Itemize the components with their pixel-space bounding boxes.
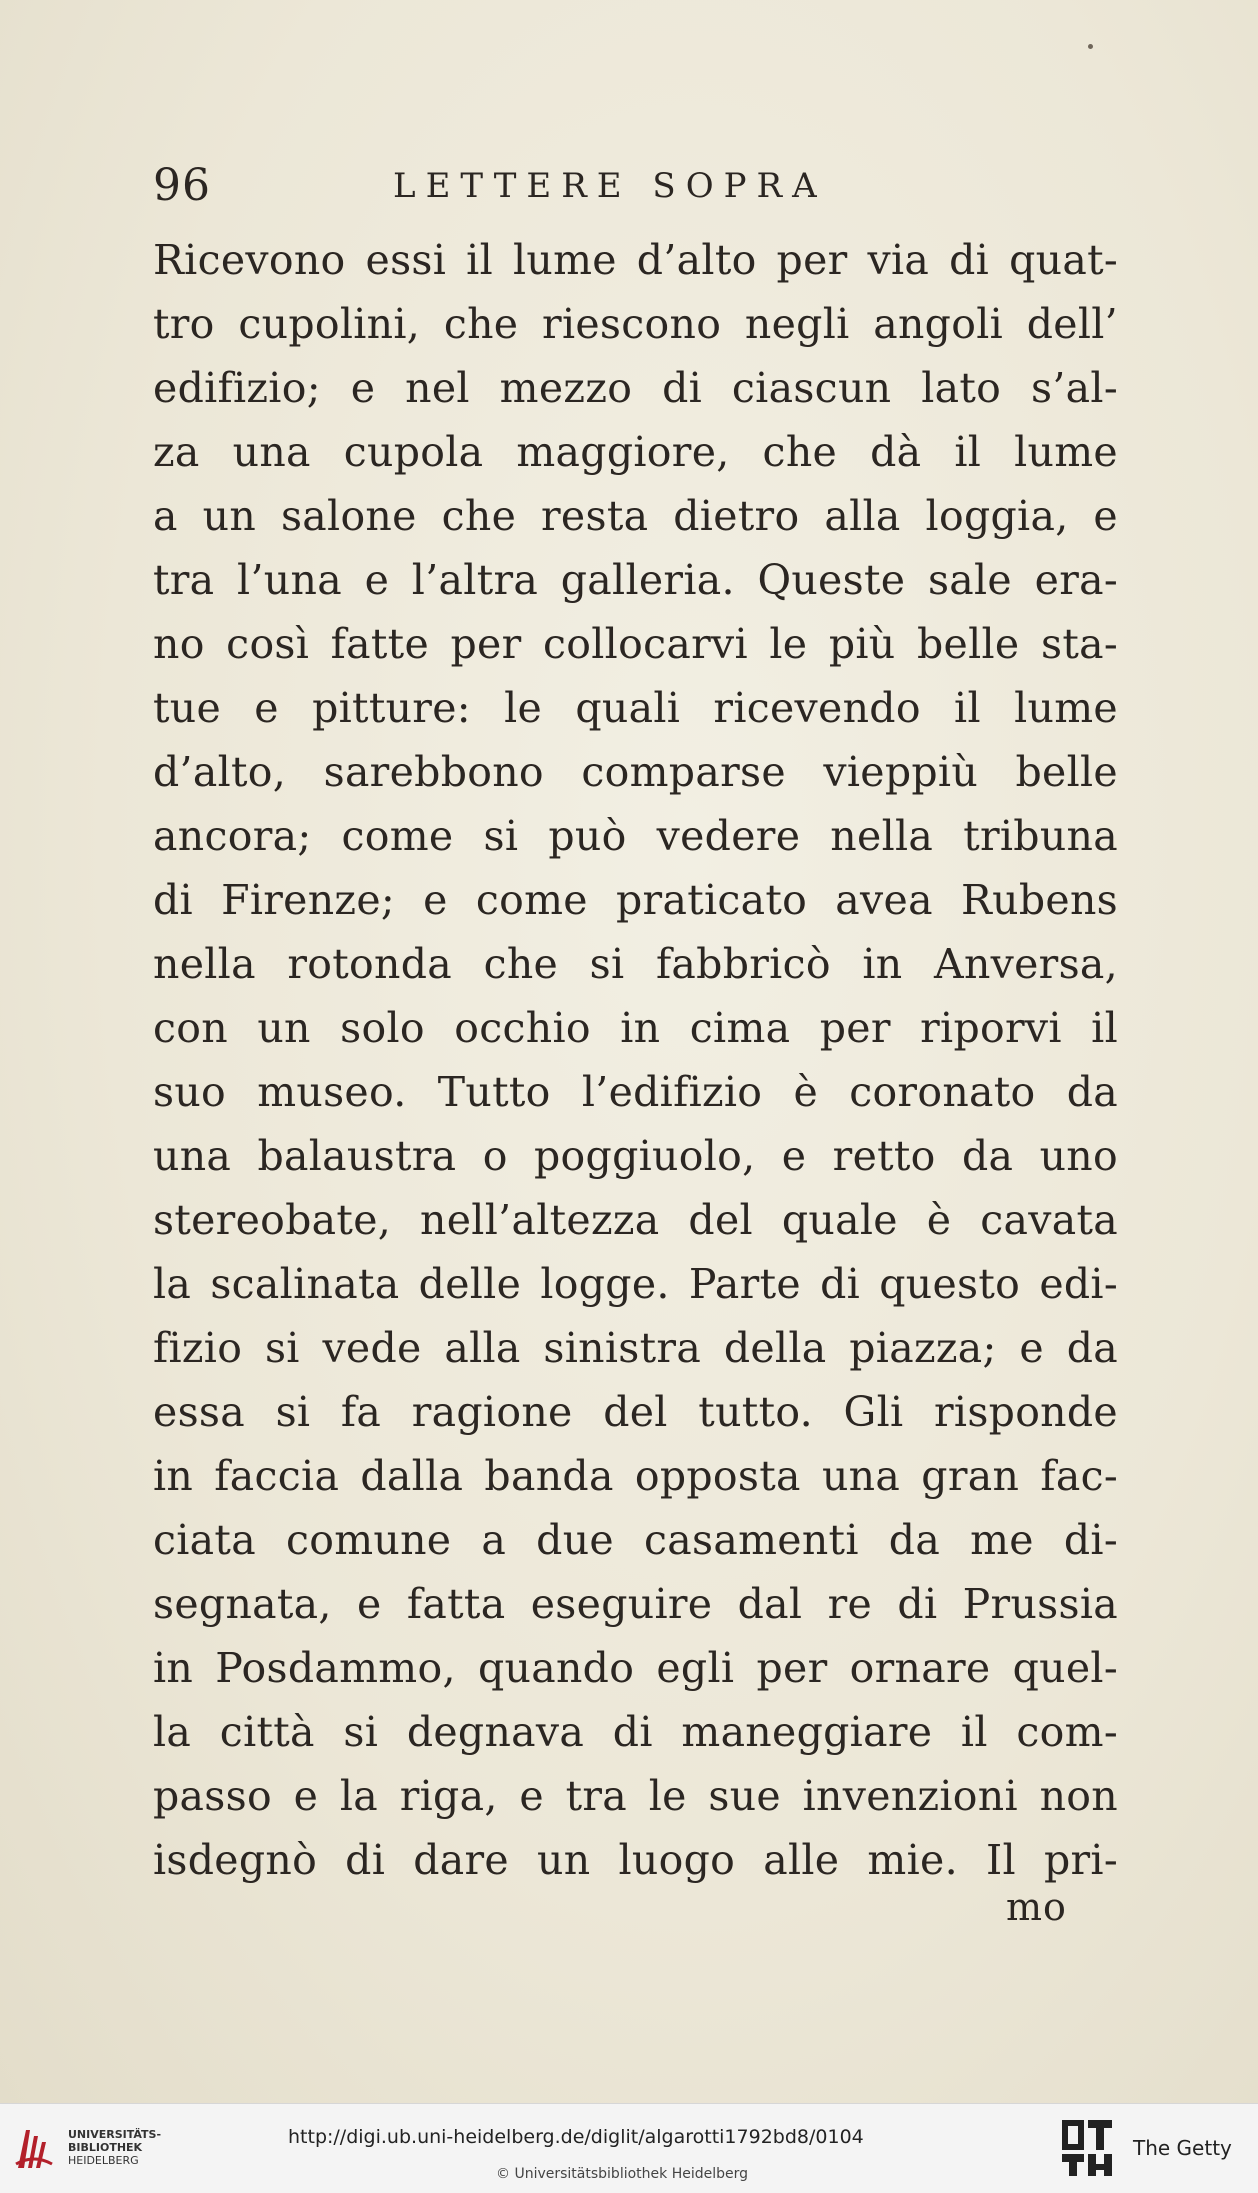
text-line: suo museo. Tutto l’edifizio è coronato da xyxy=(153,1068,1118,1116)
running-head: LETTERE SOPRA xyxy=(393,166,827,206)
page-number: 96 xyxy=(153,160,211,211)
footer-bar xyxy=(0,2103,1258,2193)
text-line: la scalinata delle logge. Parte di questo edi- xyxy=(153,1260,1118,1308)
university-library-name: UNIVERSITÄTS- BIBLIOTHEK HEIDELBERG xyxy=(68,2128,162,2167)
copyright-notice: © Universitätsbibliothek Heidelberg xyxy=(496,2166,749,2182)
page-header xyxy=(153,160,1083,220)
text-line: edifizio; e nel mezzo di ciascun lato s’al- xyxy=(153,364,1118,412)
university-library-logo-icon xyxy=(12,2124,56,2172)
text-line: passo e la riga, e tra le sue invenzioni non xyxy=(153,1772,1118,1820)
text-line: segnata, e fatta eseguire dal re di Prussia xyxy=(153,1580,1118,1628)
text-line: nella rotonda che si fabbricò in Anversa, xyxy=(153,940,1118,988)
text-line: di Firenze; e come praticato avea Rubens xyxy=(153,876,1118,924)
text-line: ciata comune a due casamenti da me di- xyxy=(153,1516,1118,1564)
catchword: mo xyxy=(1006,1885,1067,1929)
text-line: in Posdammo, quando egli per ornare quel- xyxy=(153,1644,1118,1692)
body-text xyxy=(153,228,1118,1892)
text-line: essa si fa ragione del tutto. Gli risponde xyxy=(153,1388,1118,1436)
text-line: no così fatte per collocarvi le più belle sta- xyxy=(153,620,1118,668)
text-line: tue e pitture: le quali ricevendo il lume xyxy=(153,684,1118,732)
ink-speck xyxy=(1088,44,1093,49)
text-line: la città si degnava di maneggiare il com- xyxy=(153,1708,1118,1756)
text-line: za una cupola maggiore, che dà il lume xyxy=(153,428,1118,476)
text-line: isdegnò di dare un luogo alle mie. Il pri- xyxy=(153,1836,1118,1884)
text-line: stereobate, nell’altezza del quale è cavata xyxy=(153,1196,1118,1244)
text-line: in faccia dalla banda opposta una gran fac- xyxy=(153,1452,1118,1500)
text-line: una balaustra o poggiuolo, e retto da uno xyxy=(153,1132,1118,1180)
text-line: Ricevono essi il lume d’alto per via di quat- xyxy=(153,236,1118,284)
text-line: fizio si vede alla sinistra della piazza; e da xyxy=(153,1324,1118,1372)
text-line: tro cupolini, che riescono negli angoli dell’ xyxy=(153,300,1118,348)
text-line: d’alto, sarebbono comparse vieppiù belle xyxy=(153,748,1118,796)
getty-logo-icon xyxy=(1060,2118,1114,2178)
text-line: con un solo occhio in cima per riporvi il xyxy=(153,1004,1118,1052)
text-line: ancora; come si può vedere nella tribuna xyxy=(153,812,1118,860)
text-line: tra l’una e l’altra galleria. Queste sale era- xyxy=(153,556,1118,604)
text-line: a un salone che resta dietro alla loggia, e xyxy=(153,492,1118,540)
permalink-url[interactable]: http://digi.ub.uni-heidelberg.de/diglit/algarotti1792bd8/0104 xyxy=(288,2126,864,2148)
getty-name: The Getty xyxy=(1133,2136,1232,2160)
